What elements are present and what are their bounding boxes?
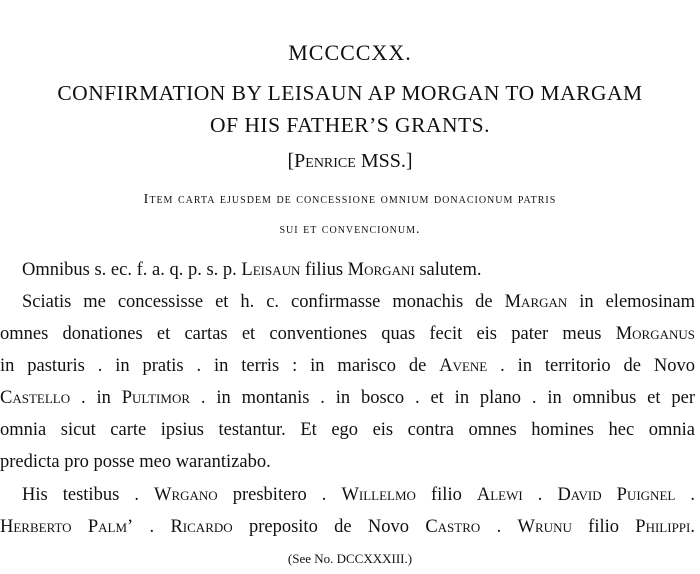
place-name: Castro [425,517,481,537]
charter-number: MCCCCXX. [288,40,412,65]
text-run: Omnibus s. ec. f. a. q. p. s. p. [22,260,242,280]
text-run: filius [300,260,348,280]
body-paragraph-2-line-1 [22,293,695,312]
body-paragraph-2-line-3 [0,357,695,376]
person-name: Willelmo [341,485,416,505]
text-run: presbitero . [217,485,342,505]
text-run: . in territorio de Novo [487,356,695,376]
text-run: filio [571,517,636,537]
person-name: Leisaun [241,260,301,280]
text-run: filio [415,485,477,505]
witness-list-line-1 [22,486,695,505]
text-run: preposito de Novo [232,517,426,537]
witness-list-line-2 [0,518,695,537]
place-name: Avene [439,356,488,376]
source-text: [Penrice MSS.] [287,150,413,172]
person-name: Morgani [347,260,415,280]
text-run: . [675,485,695,505]
body-paragraph-1 [22,261,695,280]
text-run: . [133,517,171,537]
person-name: Herberto Palm’ [0,517,134,537]
person-name: Morganus [615,324,695,344]
cross-reference-note: (See No. DCCXXXIII.) [287,551,413,566]
place-name: Margan [504,292,568,312]
text-run: . [522,485,558,505]
place-name: Pultimor [121,388,191,408]
text-run: . [480,517,518,537]
place-name: Castello [0,388,71,408]
charter-title-line-2: OF HIS FATHER’S GRANTS. [210,113,490,137]
person-name: Alewi [476,485,523,505]
person-name: Philippi [635,517,691,537]
text-run: Sciatis me concessisse et h. c. confirmasse monachis de [22,292,505,312]
person-name: Wrgano [154,485,218,505]
text-run: in pasturis . in pratis . in terris : in marisco de [0,356,440,376]
text-run: omnes donationes et cartas et conventiones quas fecit eis pater meus [0,324,616,344]
person-name: Ricardo [170,517,233,537]
body-paragraph-2-line-6: predicta pro posse meo warantizabo. [0,452,271,472]
rubric-line-2: sui et convencionum. [279,222,421,237]
text-run: . [690,517,695,537]
person-name: David Puignel [557,485,676,505]
text-run: in elemosinam [567,292,695,312]
text-run: His testibus . [22,485,154,505]
text-run: . in montanis . in bosco . et in plano . in omnibus et per [190,388,695,408]
body-paragraph-2-line-2 [0,325,695,344]
body-paragraph-2-line-5: omnia sicut carte ipsius testantur. Et ego eis contra omnes homines hec omnia [0,420,695,440]
text-run: . in [70,388,122,408]
charter-title-line-1: CONFIRMATION BY LEISAUN AP MORGAN TO MARGAM [57,81,643,105]
body-paragraph-2-line-4 [0,389,695,408]
text-run: salutem. [414,260,482,280]
person-name: Wrunu [517,517,572,537]
rubric-line-1: Item carta ejusdem de concessione omnium donacionum patris [143,192,557,207]
source-reference [0,150,700,173]
